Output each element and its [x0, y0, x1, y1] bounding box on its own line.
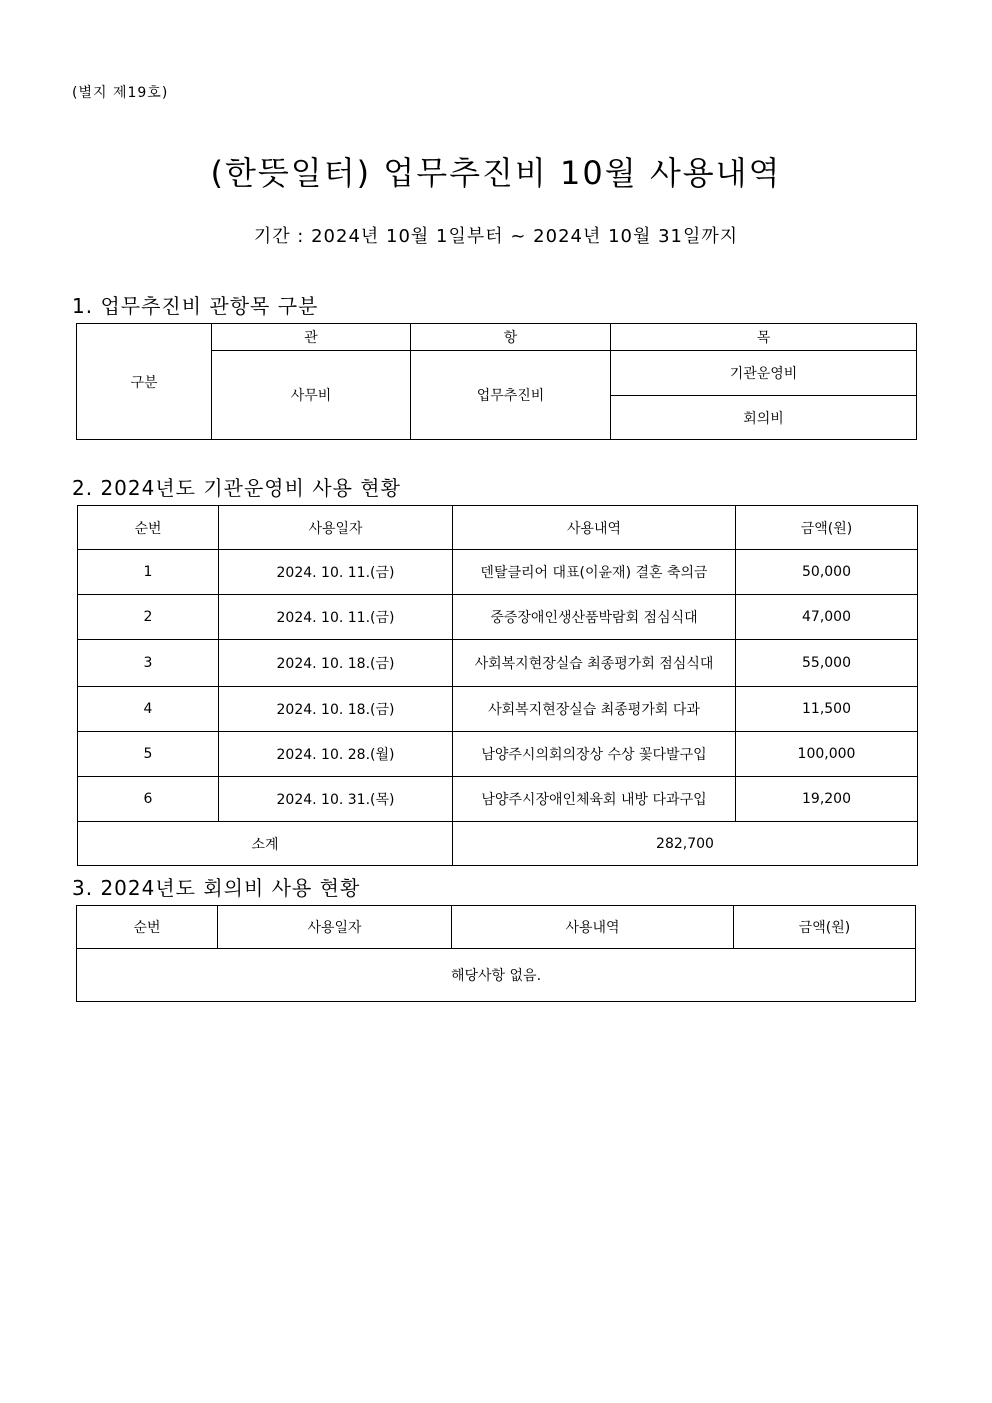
header-gwan: 관	[212, 324, 411, 351]
period-text: 기간 : 2024년 10월 1일부터 ~ 2024년 10월 31일까지	[253, 226, 739, 247]
mok-value: 기관운영비	[611, 351, 917, 396]
gwan-value: 사무비	[212, 351, 411, 440]
subtotal-row	[78, 822, 918, 866]
section2-title: 2. 2024년도 기관운영비 사용 현황	[72, 476, 401, 500]
row-desc: 덴탈클리어 대표(이윤재) 결혼 축의금	[453, 550, 736, 595]
header-no: 순번	[78, 506, 219, 550]
row-amount: 19,200	[736, 777, 918, 822]
row-amount: 50,000	[736, 550, 918, 595]
row-desc: 남양주시의회의장상 수상 꽃다발구입	[453, 732, 736, 777]
row-amount: 47,000	[736, 595, 918, 640]
header-amount: 금액(원)	[736, 506, 918, 550]
empty-message: 해당사항 없음.	[77, 949, 916, 1002]
table-header-row	[77, 906, 916, 949]
mok-value: 회의비	[611, 396, 917, 440]
row-amount: 55,000	[736, 640, 918, 687]
meeting-expense-table	[76, 905, 916, 1002]
header-desc: 사용내역	[452, 906, 734, 949]
row-desc: 남양주시장애인체육회 내방 다과구입	[453, 777, 736, 822]
row-desc: 중증장애인생산품박람회 점심식대	[453, 595, 736, 640]
header-no: 순번	[77, 906, 218, 949]
row-amount: 100,000	[736, 732, 918, 777]
row-no: 3	[78, 640, 219, 687]
row-no: 2	[78, 595, 219, 640]
header-amount: 금액(원)	[734, 906, 916, 949]
section3-title: 3. 2024년도 회의비 사용 현황	[72, 876, 361, 900]
row-no: 4	[78, 687, 219, 732]
row-no: 1	[78, 550, 219, 595]
classification-row-label: 구분	[77, 324, 212, 440]
classification-table	[76, 323, 917, 440]
table-header-row	[78, 506, 918, 550]
hang-value: 업무추진비	[411, 351, 611, 440]
header-desc: 사용내역	[453, 506, 736, 550]
section1-title: 1. 업무추진비 관항목 구분	[72, 294, 319, 318]
row-date: 2024. 10. 18.(금)	[219, 640, 453, 687]
row-date: 2024. 10. 18.(금)	[219, 687, 453, 732]
form-number: (별지 제19호)	[72, 85, 169, 101]
subtotal-value: 282,700	[453, 822, 918, 866]
document-title: (한뜻일터) 업무추진비 10월 사용내역	[210, 154, 782, 192]
row-date: 2024. 10. 11.(금)	[219, 595, 453, 640]
row-no: 5	[78, 732, 219, 777]
row-amount: 11,500	[736, 687, 918, 732]
row-date: 2024. 10. 11.(금)	[219, 550, 453, 595]
row-desc: 사회복지현장실습 최종평가회 다과	[453, 687, 736, 732]
row-no: 6	[78, 777, 219, 822]
row-date: 2024. 10. 28.(월)	[219, 732, 453, 777]
header-hang: 항	[411, 324, 611, 351]
empty-row	[77, 949, 916, 1002]
table-row	[78, 640, 918, 687]
table-row	[78, 550, 918, 595]
table-row	[78, 777, 918, 822]
row-desc: 사회복지현장실습 최종평가회 점심식대	[453, 640, 736, 687]
header-mok: 목	[611, 324, 917, 351]
row-date: 2024. 10. 31.(목)	[219, 777, 453, 822]
header-date: 사용일자	[218, 906, 452, 949]
subtotal-label: 소계	[78, 822, 453, 866]
operation-expense-table	[77, 505, 918, 866]
table-row	[78, 687, 918, 732]
table-row	[78, 595, 918, 640]
header-date: 사용일자	[219, 506, 453, 550]
table-row	[78, 732, 918, 777]
